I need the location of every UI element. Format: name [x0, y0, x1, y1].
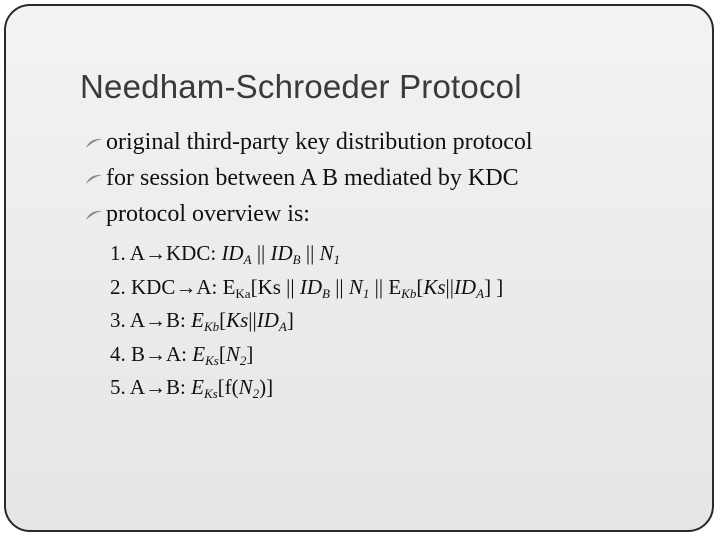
step-text: ]: [286, 308, 294, 332]
step-text: ]: [246, 341, 254, 366]
step-text: || E: [369, 274, 402, 299]
step-text: A→KDC:: [125, 241, 222, 265]
step-text: N: [238, 375, 253, 399]
step-text: ||: [445, 274, 454, 299]
step-text: ID: [453, 274, 477, 299]
bullet-text: protocol overview is:: [106, 201, 310, 227]
step-text: ] ]: [484, 274, 504, 299]
step-text: [: [416, 274, 424, 299]
sweep-bullet-icon: [84, 136, 104, 150]
bullet-text: for session between A B mediated by KDC: [106, 165, 519, 191]
step-number: 5.: [110, 375, 126, 399]
protocol-step-2: [110, 271, 503, 305]
step-text: ID: [221, 241, 244, 265]
step-text: N: [348, 274, 363, 299]
step-subscript: 2: [252, 386, 260, 401]
step-number: 3.: [110, 308, 126, 332]
step-text: Ks: [423, 274, 446, 299]
step-number: 1.: [110, 241, 126, 265]
slide-title: Needham-Schroeder Protocol: [80, 68, 522, 105]
step-subscript: Ks: [205, 352, 219, 368]
step-text: ||: [251, 241, 271, 265]
bullet-item: [84, 160, 533, 196]
step-text: [f(: [217, 375, 239, 399]
bullet-item: [84, 124, 533, 160]
step-subscript: Kb: [203, 319, 220, 334]
sweep-bullet-icon: [84, 172, 104, 186]
step-text: E: [191, 375, 204, 399]
bullet-text: original third-party key distribution protocol: [106, 129, 533, 155]
step-text: N: [225, 341, 240, 366]
step-text: ID: [256, 308, 279, 332]
slide: [4, 4, 714, 532]
step-text: E: [191, 308, 204, 332]
step-subscript: Ks: [203, 386, 218, 401]
step-text: A→B:: [125, 308, 192, 332]
bullet-item: [84, 196, 533, 232]
step-subscript: A: [278, 319, 287, 334]
protocol-step-4: [110, 338, 503, 372]
protocol-step-3: [110, 304, 503, 338]
step-text: ||: [248, 308, 257, 332]
step-text: ID: [299, 274, 323, 299]
step-text: [: [218, 341, 226, 366]
step-text: ||: [300, 241, 320, 265]
step-subscript: B: [292, 252, 301, 267]
step-text: KDC→A: E: [125, 274, 236, 299]
step-text: E: [192, 341, 206, 366]
step-text: [: [219, 308, 227, 332]
protocol-step-5: [110, 371, 503, 405]
bullet-list: [84, 124, 533, 232]
step-subscript: 1: [362, 285, 370, 301]
step-subscript: B: [322, 285, 330, 301]
protocol-steps: [110, 237, 503, 405]
step-text: ||: [329, 274, 349, 299]
sweep-bullet-icon: [84, 208, 104, 222]
step-subscript: A: [243, 252, 252, 267]
step-subscript: Kb: [401, 285, 417, 301]
step-text: ID: [270, 241, 293, 265]
step-number: 4.: [110, 341, 126, 366]
step-subscript: 2: [239, 352, 247, 368]
step-subscript: A: [476, 285, 485, 301]
protocol-step-1: [110, 237, 503, 271]
step-subscript: Ka: [235, 285, 251, 301]
step-text: [Ks ||: [250, 274, 300, 299]
step-text: N: [319, 241, 334, 265]
step-text: )]: [259, 375, 274, 399]
step-text: Ks: [226, 308, 249, 332]
step-text: A→B:: [125, 375, 192, 399]
step-subscript: 1: [333, 252, 341, 267]
step-number: 2.: [110, 274, 126, 299]
step-text: B→A:: [125, 341, 193, 366]
